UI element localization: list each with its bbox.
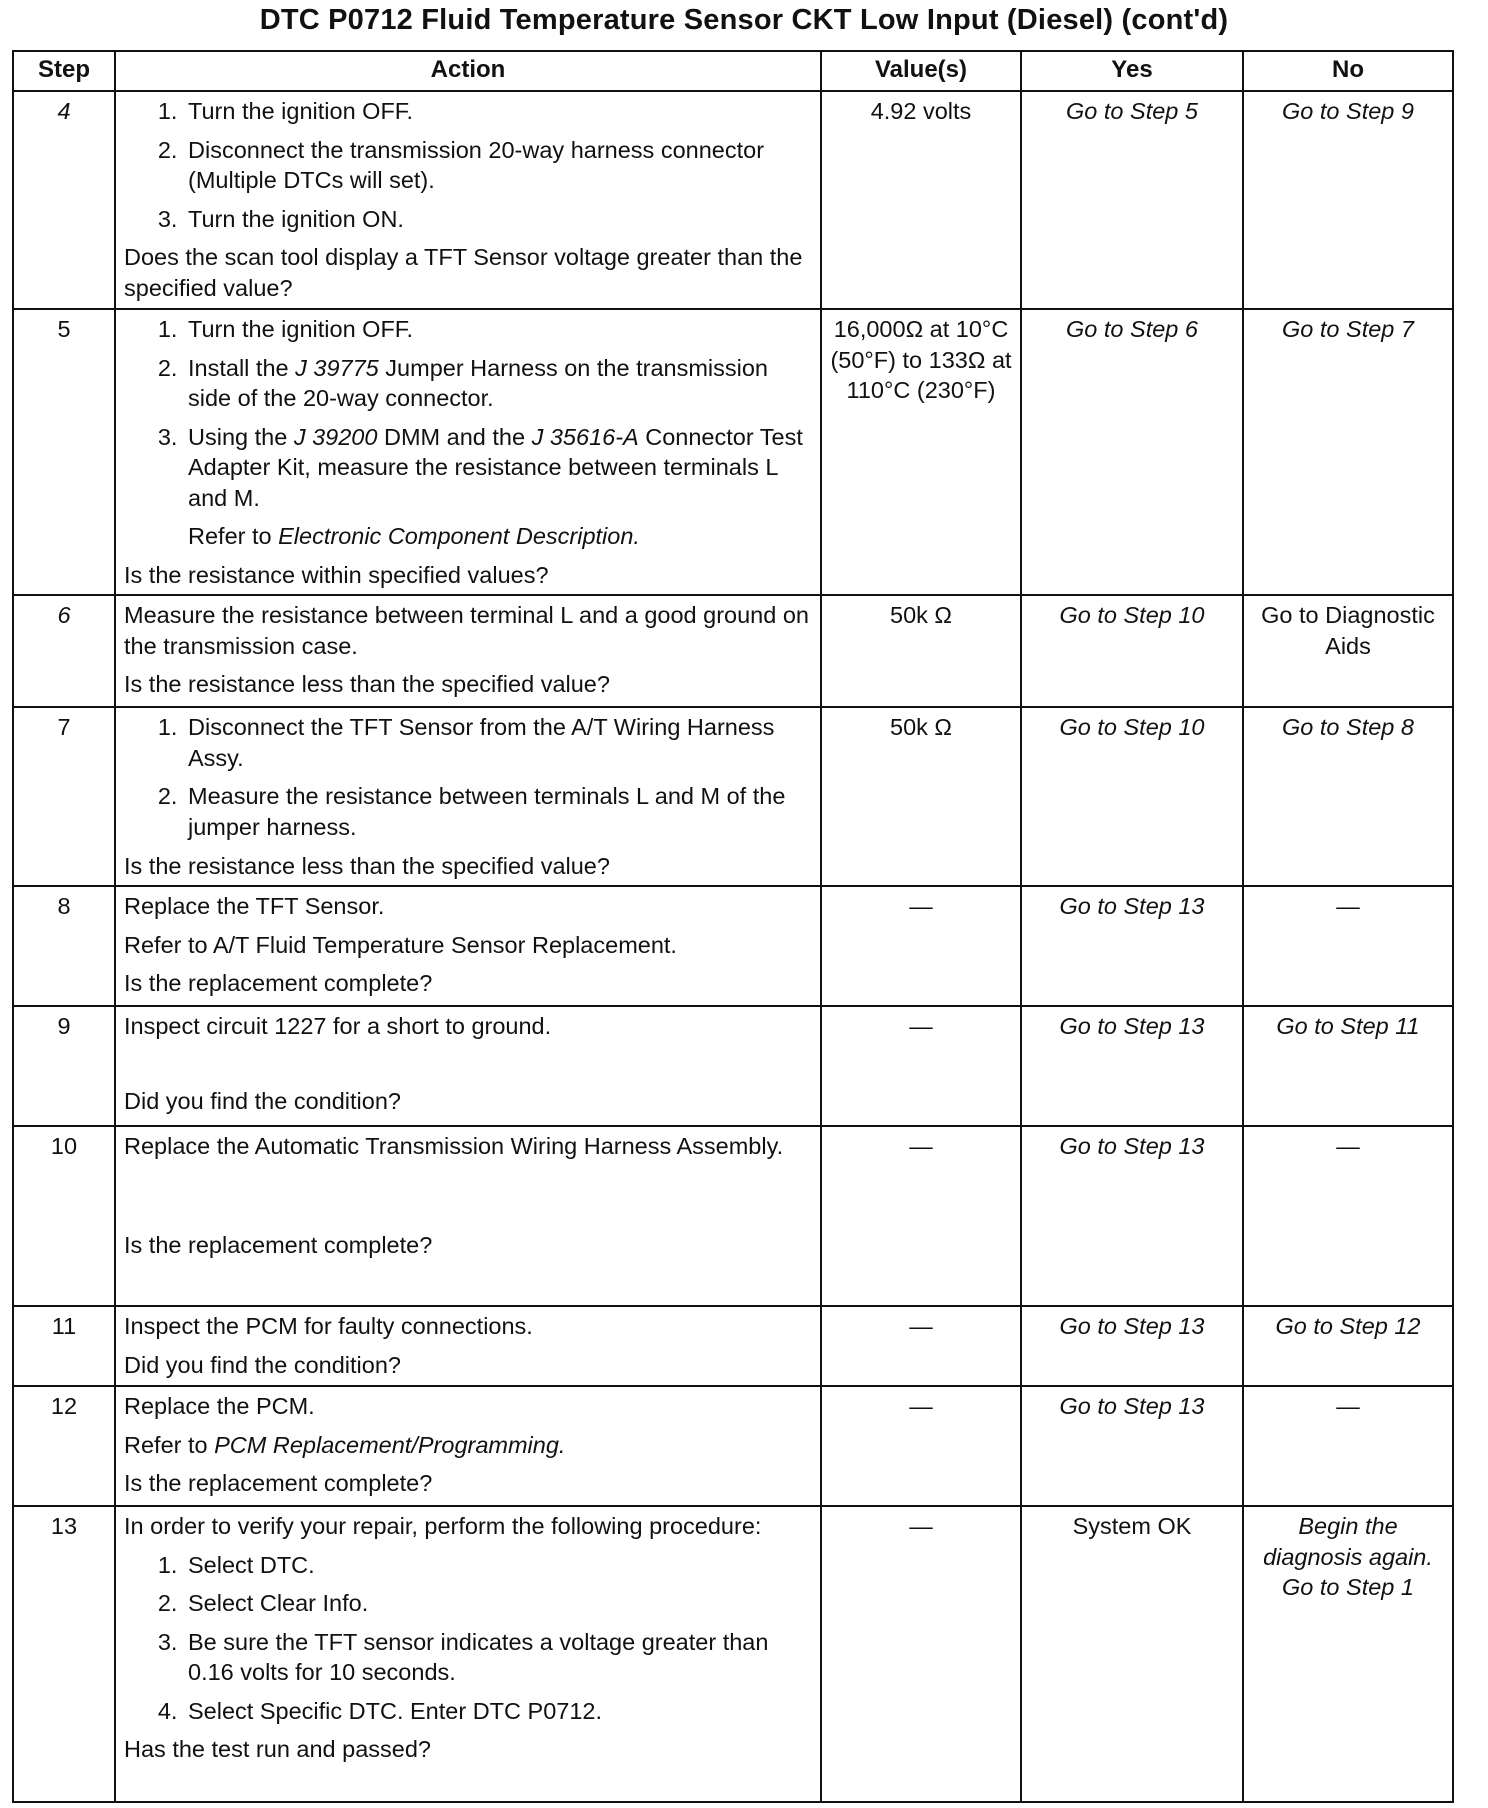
value-cell: 50k Ω	[821, 595, 1021, 707]
value-cell: —	[821, 886, 1021, 1006]
action-text: Measure the resistance between terminal L and a good ground on the transmission case.	[124, 602, 809, 659]
no-cell: Go to Step 7	[1243, 309, 1453, 595]
yes-cell: Go to Step 5	[1021, 91, 1243, 309]
yes-cell: System OK	[1021, 1506, 1243, 1802]
table-row	[13, 595, 1453, 707]
action-question: Did you find the condition?	[124, 1351, 401, 1378]
yes-cell: Go to Step 13	[1021, 886, 1243, 1006]
action-question: Is the replacement complete?	[124, 1470, 433, 1497]
yes-cell: Go to Step 10	[1021, 707, 1243, 886]
action-cell	[115, 1306, 821, 1386]
action-cell	[115, 1506, 821, 1802]
step-number: 11	[13, 1306, 115, 1386]
no-cell: —	[1243, 1126, 1453, 1306]
action-item: 3. Turn the ignition ON.	[184, 204, 812, 235]
step-number: 9	[13, 1006, 115, 1126]
page-title: DTC P0712 Fluid Temperature Sensor CKT Low Input (Diesel) (cont'd)	[259, 4, 1229, 36]
action-text: In order to verify your repair, perform the following procedure:	[124, 1513, 762, 1540]
value-cell: —	[821, 1386, 1021, 1506]
action-question: Does the scan tool display a TFT Sensor voltage greater than the specified value?	[124, 244, 803, 301]
yes-cell: Go to Step 6	[1021, 309, 1243, 595]
table-row	[13, 1506, 1453, 1802]
value-cell: 50k Ω	[821, 707, 1021, 886]
table-row	[13, 886, 1453, 1006]
table-row	[13, 1006, 1453, 1126]
step-number: 8	[13, 886, 115, 1006]
action-cell	[115, 886, 821, 1006]
no-cell: Begin the diagnosis again. Go to Step 1	[1243, 1506, 1453, 1802]
tool-number: J 39775	[295, 354, 379, 381]
action-item: 4. Select Specific DTC. Enter DTC P0712.	[184, 1696, 812, 1727]
action-refer: Refer to Electronic Component Description.	[188, 523, 640, 550]
step-number: 10	[13, 1126, 115, 1306]
action-item: 1. Turn the ignition OFF.	[184, 314, 812, 345]
value-cell: —	[821, 1006, 1021, 1126]
yes-cell: Go to Step 13	[1021, 1306, 1243, 1386]
table-row	[13, 309, 1453, 595]
value-cell: 16,000Ω at 10°C (50°F) to 133Ω at 110°C (230°F)	[821, 309, 1021, 595]
no-cell: Go to Step 8	[1243, 707, 1453, 886]
action-item: 2. Install the J 39775 Jumper Harness on the transmission side of the 20-way connector.	[184, 353, 812, 414]
table-row	[13, 91, 1453, 309]
action-item: 1. Turn the ignition OFF.	[184, 96, 812, 127]
tool-number: J 39200	[293, 423, 378, 450]
value-cell: —	[821, 1506, 1021, 1802]
action-item: 2. Disconnect the transmission 20-way harness connector (Multiple DTCs will set).	[184, 135, 812, 196]
action-refer: Refer to A/T Fluid Temperature Sensor Replacement.	[124, 931, 677, 958]
action-question: Is the resistance less than the specified value?	[124, 852, 610, 879]
step-number: 5	[13, 309, 115, 595]
step-number: 12	[13, 1386, 115, 1506]
action-text: Inspect the PCM for faulty connections.	[124, 1313, 533, 1340]
action-cell	[115, 595, 821, 707]
no-cell: —	[1243, 886, 1453, 1006]
action-text: Replace the TFT Sensor.	[124, 893, 385, 920]
header-value: Value(s)	[821, 51, 1021, 91]
table-row	[13, 1306, 1453, 1386]
action-item: 2. Select Clear Info.	[184, 1588, 812, 1619]
action-item: 3. Using the J 39200 DMM and the J 35616-A Connector Test Adapter Kit, measure the resistance between terminals L and M.	[184, 422, 812, 514]
table-row	[13, 1126, 1453, 1306]
action-cell	[115, 91, 821, 309]
action-question: Is the resistance less than the specified value?	[124, 671, 610, 698]
action-question: Has the test run and passed?	[124, 1736, 432, 1763]
action-cell	[115, 1006, 821, 1126]
action-cell	[115, 1126, 821, 1306]
action-item: 2. Measure the resistance between terminals L and M of the jumper harness.	[184, 781, 812, 842]
action-refer: Refer to PCM Replacement/Programming.	[124, 1431, 566, 1458]
action-question: Is the replacement complete?	[124, 1231, 433, 1258]
action-question: Did you find the condition?	[124, 1087, 401, 1114]
action-cell	[115, 1386, 821, 1506]
no-cell: Go to Step 11	[1243, 1006, 1453, 1126]
yes-cell: Go to Step 10	[1021, 595, 1243, 707]
step-number: 13	[13, 1506, 115, 1802]
value-cell: 4.92 volts	[821, 91, 1021, 309]
action-item: 3. Be sure the TFT sensor indicates a voltage greater than 0.16 volts for 10 seconds.	[184, 1627, 812, 1688]
action-item: 1. Select DTC.	[184, 1550, 812, 1581]
value-cell: —	[821, 1126, 1021, 1306]
spacer	[124, 1170, 812, 1230]
yes-cell: Go to Step 13	[1021, 1126, 1243, 1306]
header-step: Step	[13, 51, 115, 91]
action-question: Is the replacement complete?	[124, 970, 433, 997]
value-cell: —	[821, 1306, 1021, 1386]
action-text: Replace the PCM.	[124, 1393, 315, 1420]
no-cell: —	[1243, 1386, 1453, 1506]
header-action: Action	[115, 51, 821, 91]
tool-number: J 35616-A	[531, 423, 639, 450]
step-number: 6	[13, 595, 115, 707]
table-row	[13, 707, 1453, 886]
table-header-row	[13, 51, 1453, 91]
action-cell	[115, 309, 821, 595]
table-row	[13, 1386, 1453, 1506]
header-no: No	[1243, 51, 1453, 91]
action-question: Is the resistance within specified values?	[124, 561, 549, 588]
header-yes: Yes	[1021, 51, 1243, 91]
yes-cell: Go to Step 13	[1021, 1006, 1243, 1126]
step-number: 4	[13, 91, 115, 309]
action-text: Replace the Automatic Transmission Wiring Harness Assembly.	[124, 1133, 784, 1160]
yes-cell: Go to Step 13	[1021, 1386, 1243, 1506]
no-cell: Go to Step 9	[1243, 91, 1453, 309]
step-number: 7	[13, 707, 115, 886]
no-cell: Go to Diagnostic Aids	[1243, 595, 1453, 707]
spacer	[124, 1050, 812, 1086]
action-item: 1. Disconnect the TFT Sensor from the A/T Wiring Harness Assy.	[184, 712, 812, 773]
action-text: Inspect circuit 1227 for a short to ground.	[124, 1013, 552, 1040]
no-cell: Go to Step 12	[1243, 1306, 1453, 1386]
diagnostic-table	[12, 50, 1454, 1803]
action-cell	[115, 707, 821, 886]
